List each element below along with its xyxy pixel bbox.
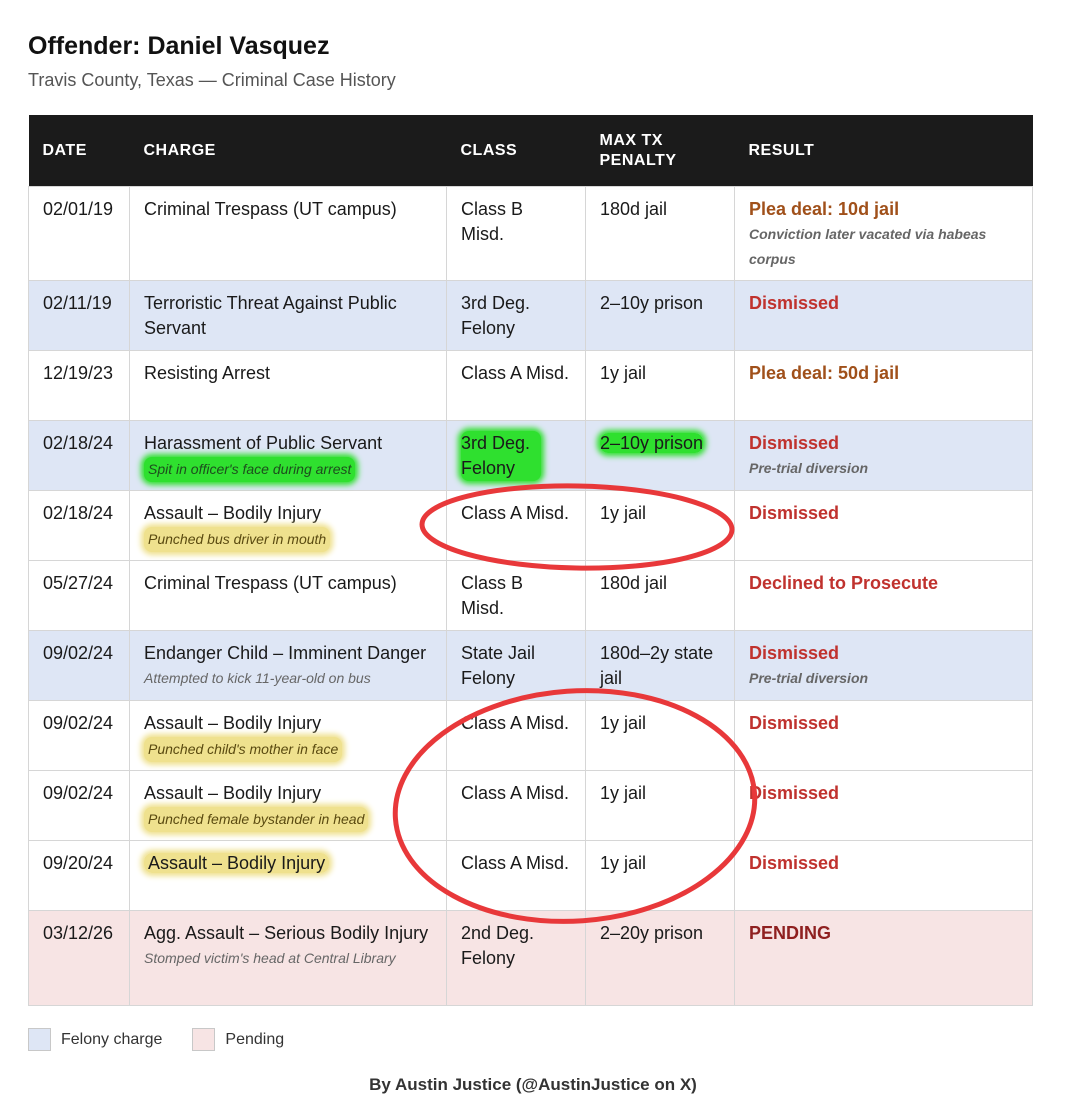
cell-date: 02/11/19 bbox=[29, 281, 130, 351]
result-text: PENDING bbox=[749, 923, 832, 943]
cell-class: Class A Misd. bbox=[447, 771, 586, 841]
cell-charge bbox=[130, 631, 447, 701]
charge-note: Punched bus driver in mouth bbox=[144, 527, 330, 552]
cell-result bbox=[735, 351, 1033, 421]
charge-text: Assault – Bodily Injury bbox=[144, 713, 322, 733]
charge-text: Agg. Assault – Serious Bodily Injury bbox=[144, 923, 429, 943]
case-history-table bbox=[28, 115, 1033, 1006]
cell-result bbox=[735, 911, 1033, 1006]
cell-class: Class A Misd. bbox=[447, 701, 586, 771]
cell-charge: Resisting Arrest bbox=[130, 351, 447, 421]
felony-swatch bbox=[28, 1028, 51, 1051]
cell-result bbox=[735, 771, 1033, 841]
cell-penalty: 1y jail bbox=[586, 351, 735, 421]
cell-charge bbox=[130, 841, 447, 911]
page-title: Offender: Daniel Vasquez bbox=[28, 32, 330, 60]
charge-note: Punched child's mother in face bbox=[144, 737, 342, 762]
class-text-highlighted: 3rd Deg. Felony bbox=[461, 431, 541, 481]
cell-penalty: 2–20y prison bbox=[586, 911, 735, 1006]
cell-class: Class B Misd. bbox=[447, 187, 586, 281]
col-header-class: CLASS bbox=[447, 115, 586, 187]
cell-penalty: 1y jail bbox=[586, 771, 735, 841]
result-text: Dismissed bbox=[749, 853, 840, 873]
charge-text: Endanger Child – Imminent Danger bbox=[144, 643, 427, 663]
legend-item-felony bbox=[28, 1028, 162, 1051]
cell-date: 12/19/23 bbox=[29, 351, 130, 421]
charge-note: Punched female bystander in head bbox=[144, 807, 368, 832]
pending-swatch bbox=[192, 1028, 215, 1051]
charge-text-highlighted: Assault – Bodily Injury bbox=[144, 853, 329, 873]
cell-penalty: 1y jail bbox=[586, 701, 735, 771]
table-row bbox=[29, 421, 1033, 491]
cell-result bbox=[735, 631, 1033, 701]
table-row bbox=[29, 701, 1033, 771]
charge-note: Spit in officer's face during arrest bbox=[144, 457, 355, 482]
result-note: Conviction later vacated via habeas corpus bbox=[749, 226, 987, 267]
cell-charge bbox=[130, 421, 447, 491]
cell-result bbox=[735, 187, 1033, 281]
cell-charge bbox=[130, 701, 447, 771]
col-header-max-penalty bbox=[586, 115, 735, 187]
table-row bbox=[29, 491, 1033, 561]
cell-date: 02/18/24 bbox=[29, 491, 130, 561]
result-text: Dismissed bbox=[749, 643, 840, 663]
charge-note: Stomped victim's head at Central Library bbox=[144, 950, 396, 966]
cell-class: 3rd Deg. Felony bbox=[447, 281, 586, 351]
cell-date: 02/01/19 bbox=[29, 187, 130, 281]
cell-charge bbox=[130, 911, 447, 1006]
cell-penalty: 1y jail bbox=[586, 841, 735, 911]
result-text: Plea deal: 50d jail bbox=[749, 363, 900, 383]
table-row bbox=[29, 841, 1033, 911]
result-text: Dismissed bbox=[749, 503, 840, 523]
cell-result bbox=[735, 701, 1033, 771]
result-note: Pre-trial diversion bbox=[749, 460, 869, 476]
charge-text: Assault – Bodily Injury bbox=[144, 783, 322, 803]
cell-class bbox=[447, 421, 586, 491]
cell-result bbox=[735, 561, 1033, 631]
cell-charge bbox=[130, 771, 447, 841]
table-row bbox=[29, 771, 1033, 841]
result-text: Plea deal: 10d jail bbox=[749, 199, 900, 219]
cell-charge: Terroristic Threat Against Public Servant bbox=[130, 281, 447, 351]
cell-penalty: 1y jail bbox=[586, 491, 735, 561]
cell-class: Class A Misd. bbox=[447, 841, 586, 911]
cell-date: 05/27/24 bbox=[29, 561, 130, 631]
result-text: Dismissed bbox=[749, 433, 840, 453]
cell-date: 02/18/24 bbox=[29, 421, 130, 491]
charge-text: Assault – Bodily Injury bbox=[144, 503, 322, 523]
cell-charge: Criminal Trespass (UT campus) bbox=[130, 561, 447, 631]
legend-label-pending: Pending bbox=[225, 1030, 285, 1048]
charge-note: Attempted to kick 11-year-old on bus bbox=[144, 670, 371, 686]
cell-result bbox=[735, 841, 1033, 911]
cell-penalty: 2–10y prison bbox=[586, 281, 735, 351]
result-text: Dismissed bbox=[749, 783, 840, 803]
table-row bbox=[29, 187, 1033, 281]
table-row bbox=[29, 281, 1033, 351]
result-text: Dismissed bbox=[749, 713, 840, 733]
cell-penalty: 180d–2y state jail bbox=[586, 631, 735, 701]
table-row bbox=[29, 561, 1033, 631]
cell-penalty bbox=[586, 421, 735, 491]
table-header-row bbox=[29, 115, 1033, 187]
cell-date: 09/20/24 bbox=[29, 841, 130, 911]
cell-result bbox=[735, 491, 1033, 561]
cell-class: 2nd Deg. Felony bbox=[447, 911, 586, 1006]
legend-label-felony: Felony charge bbox=[61, 1030, 163, 1048]
cell-date: 09/02/24 bbox=[29, 701, 130, 771]
cell-class: State Jail Felony bbox=[447, 631, 586, 701]
col-header-max-penalty-line1: MAX TX bbox=[599, 131, 663, 149]
cell-result bbox=[735, 281, 1033, 351]
table-row bbox=[29, 911, 1033, 1006]
table-row bbox=[29, 631, 1033, 701]
table-row bbox=[29, 351, 1033, 421]
result-text: Declined to Prosecute bbox=[749, 573, 939, 593]
cell-class: Class B Misd. bbox=[447, 561, 586, 631]
penalty-text-highlighted: 2–10y prison bbox=[600, 433, 704, 453]
result-note: Pre-trial diversion bbox=[749, 670, 869, 686]
legend bbox=[28, 1028, 314, 1051]
result-text: Dismissed bbox=[749, 293, 840, 313]
cell-class: Class A Misd. bbox=[447, 491, 586, 561]
col-header-charge: CHARGE bbox=[130, 115, 447, 187]
charge-text: Harassment of Public Servant bbox=[144, 433, 383, 453]
cell-result bbox=[735, 421, 1033, 491]
page-subtitle: Travis County, Texas — Criminal Case History bbox=[28, 70, 396, 90]
cell-penalty: 180d jail bbox=[586, 187, 735, 281]
cell-date: 09/02/24 bbox=[29, 771, 130, 841]
cell-penalty: 180d jail bbox=[586, 561, 735, 631]
cell-charge bbox=[130, 491, 447, 561]
col-header-result: RESULT bbox=[735, 115, 1033, 187]
footer-credit: By Austin Justice (@AustinJustice on X) bbox=[369, 1075, 697, 1094]
legend-item-pending bbox=[192, 1028, 284, 1051]
cell-date: 09/02/24 bbox=[29, 631, 130, 701]
cell-charge: Criminal Trespass (UT campus) bbox=[130, 187, 447, 281]
cell-class: Class A Misd. bbox=[447, 351, 586, 421]
col-header-date: DATE bbox=[29, 115, 130, 187]
cell-date: 03/12/26 bbox=[29, 911, 130, 1006]
col-header-max-penalty-line2: PENALTY bbox=[599, 151, 677, 169]
